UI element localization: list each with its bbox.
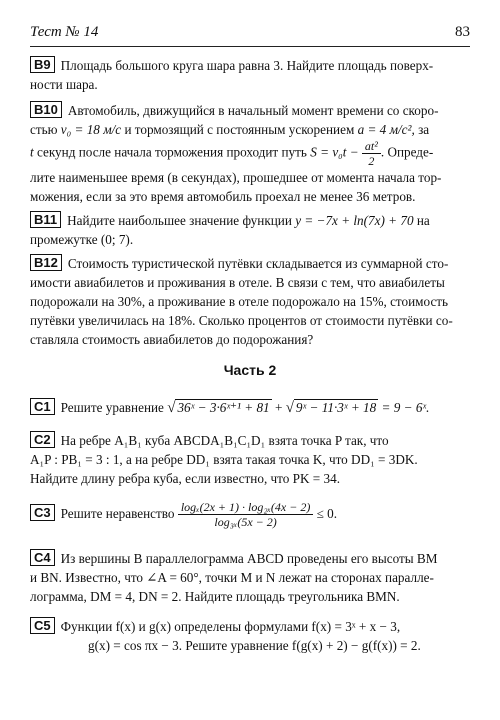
task-text-line: Из вершины B параллелограмма ABCD проведены его высоты BM: [60, 551, 438, 566]
task-text-line: имости авиабилетов и проживания в отеле. В связи с тем, что авиабилеты: [30, 275, 445, 290]
task-text: секунд после начала торможения проходит путь: [36, 144, 307, 160]
task-c4: [30, 549, 474, 606]
formula: S = v₀t −: [310, 144, 359, 160]
operator: +: [274, 400, 283, 415]
radicand: 36ˣ − 3·6ˣ⁺¹ + 81: [177, 400, 270, 415]
numerator: at²: [362, 139, 381, 154]
task-b12: [30, 254, 474, 349]
task-text: . Опреде-: [380, 144, 434, 160]
task-text-line: ности шара.: [30, 77, 98, 92]
task-label: C4: [30, 549, 55, 566]
task-label: C2: [30, 431, 55, 448]
task-label: C3: [30, 504, 55, 521]
task-text-line: Функции f(x) и g(x) определены формулами f(x) = 3ˣ + x − 3,: [60, 619, 401, 634]
radicand: 9ˣ − 11·3ˣ + 18: [295, 400, 377, 415]
task-text: Решите неравенство: [60, 506, 175, 521]
task-text-line: ставляла стоимость авиабилетов до подорожания?: [30, 332, 314, 347]
task-c1: [30, 398, 474, 418]
task-text-line: На ребре A₁B₁ куба ABCDA₁B₁C₁D₁ взята точка P так, что: [60, 433, 389, 448]
task-c2: [30, 431, 474, 488]
sqrt-symbol: √: [285, 400, 294, 416]
task-text-line: можения, если за это время автомобиль проехал не менее 36 метров.: [30, 189, 416, 204]
task-text-line: Автомобиль, движущийся в начальный момент времени со скоро-: [67, 103, 439, 118]
task-text-line: Площадь большого круга шара равна 3. Найдите площадь поверх-: [60, 58, 434, 73]
task-c3: [30, 497, 474, 531]
task-c5: [30, 617, 474, 655]
task-label: B12: [30, 254, 62, 271]
denominator: log₃ₓ(5x − 2): [214, 515, 277, 530]
formula: ≤ 0.: [316, 506, 338, 521]
formula: v₀ = 18 м/с: [60, 122, 122, 137]
task-text: на: [416, 213, 430, 228]
task-text-line: Найдите длину ребра куба, если известно, что PK = 34.: [30, 471, 341, 486]
task-label: B10: [30, 101, 62, 118]
formula: t: [30, 144, 34, 160]
task-text: Найдите наибольшее значение функции: [67, 213, 292, 228]
task-text: Решите уравнение: [60, 400, 164, 415]
formula: y = −7x + ln(7x) + 70: [295, 213, 414, 228]
denominator: 2: [368, 154, 375, 168]
task-text-line: путёвки увеличилась на 18%. Сколько процентов от стоимости путёвки со-: [30, 313, 453, 328]
fraction: [178, 500, 314, 529]
formula: = 9 − 6ˣ.: [381, 400, 430, 415]
task-label: C5: [30, 617, 55, 634]
test-title: Тест № 14: [30, 24, 99, 40]
task-text-line: подорожали на 30%, а проживание в отеле подорожало на 15%, стоимость: [30, 294, 449, 309]
page-header: [30, 22, 470, 47]
page-number: 83: [455, 24, 470, 40]
task-label: B11: [30, 211, 61, 228]
task-text-line: Стоимость туристической путёвки складывается из суммарной сто-: [67, 256, 449, 271]
task-text: стью: [30, 122, 58, 137]
task-b11: [30, 211, 474, 249]
task-text-line: и BN. Известно, что ∠A = 60°, точки M и N лежат на сторонах паралле-: [30, 570, 434, 585]
task-label: C1: [30, 398, 55, 415]
sqrt-symbol: √: [167, 400, 176, 416]
task-text-line: лограмма, DM = 4, DN = 2. Найдите площадь треугольника BMN.: [30, 589, 400, 604]
fraction: [362, 139, 381, 168]
numerator: logₓ(2x + 1) · log₂ₓ(4x − 2): [178, 500, 314, 515]
part-title: Часть 2: [223, 362, 277, 378]
task-text-line: A₁P : PB₁ = 3 : 1, а на ребре DD₁ взята такая точка K, что DD₁ = 3DK.: [30, 452, 418, 467]
task-b10: [30, 101, 474, 206]
task-text-line: лите наименьшее время (в секундах), прошедшее от момента начала тор-: [30, 170, 442, 185]
task-b9: [30, 56, 474, 94]
task-text: за: [418, 122, 430, 137]
task-label: B9: [30, 56, 55, 73]
task-text-line: g(x) = cos πx − 3. Решите уравнение f(g(x) + 2) − g(f(x)) = 2.: [88, 638, 421, 653]
formula: a = 4 м/с²,: [357, 122, 415, 137]
task-text: и тормозящий с постоянным ускорением: [124, 122, 355, 137]
task-text-line: промежутке (0; 7).: [30, 232, 134, 247]
